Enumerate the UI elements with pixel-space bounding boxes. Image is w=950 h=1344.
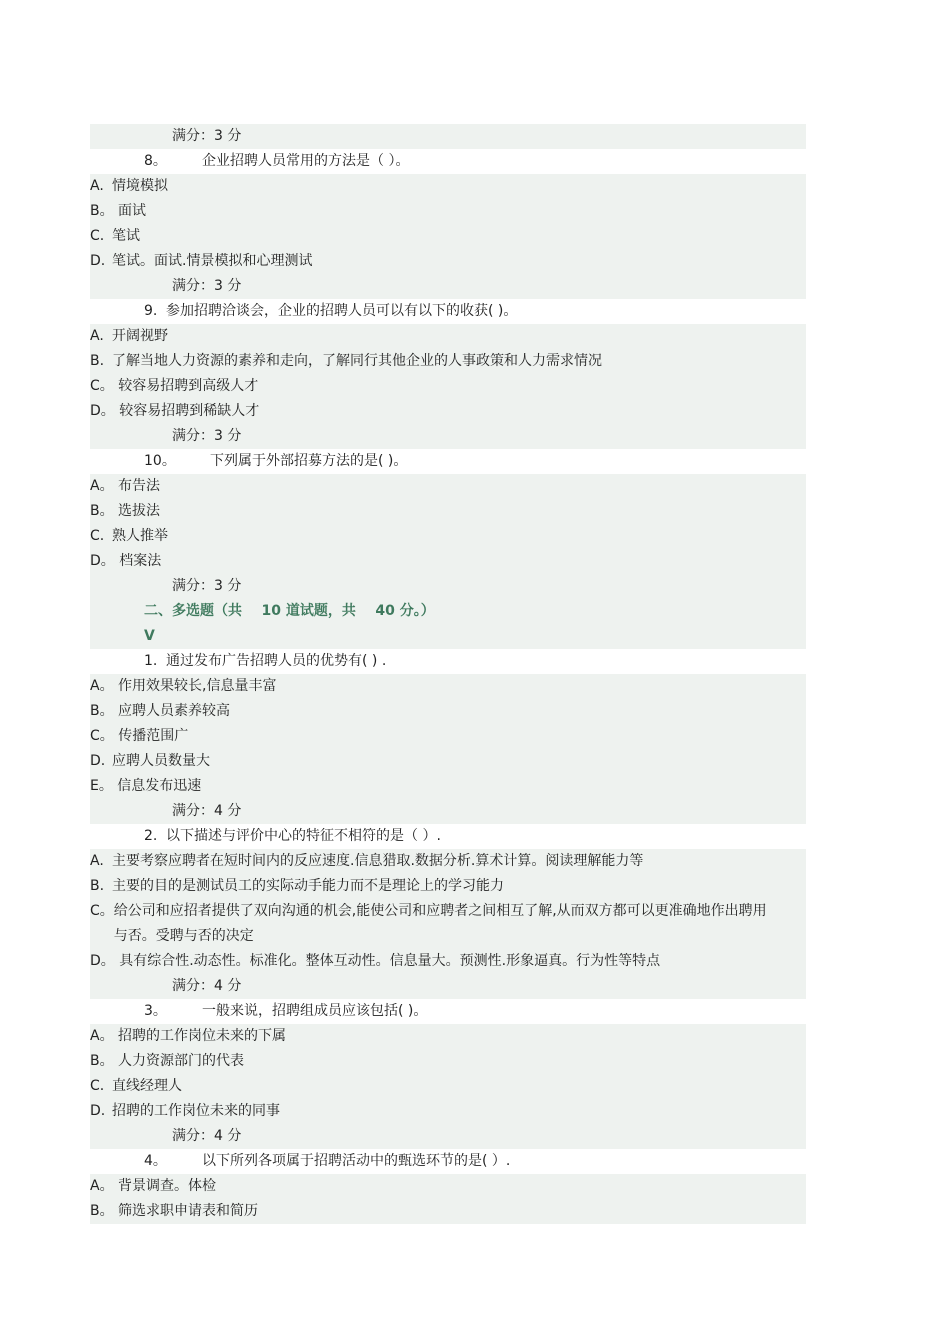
option-text: 开阔视野 <box>112 328 168 344</box>
option-letter: A. <box>90 328 104 344</box>
score-text: 满分：4 分 <box>172 803 242 819</box>
question-number: 10。 <box>144 453 176 469</box>
option-letter: B. <box>90 353 105 369</box>
option-letter: B。 <box>90 1203 114 1219</box>
option-letter: A。 <box>90 1178 114 1194</box>
document-page <box>90 124 806 1224</box>
answer-option <box>90 474 806 499</box>
option-text: 主要的目的是测试员工的实际动手能力而不是理论上的学习能力 <box>112 878 504 894</box>
score-text: 满分：3 分 <box>172 578 242 594</box>
option-text: 较容易招聘到稀缺人才 <box>114 403 260 419</box>
score-line <box>90 574 806 599</box>
answer-option <box>90 949 806 974</box>
option-text: 招聘的工作岗位未来的下属 <box>113 1028 287 1044</box>
answer-option <box>90 199 806 224</box>
score-line <box>90 974 806 999</box>
answer-option <box>90 324 806 349</box>
question-number: 8。 <box>144 153 167 169</box>
option-text: 笔试 <box>112 228 140 244</box>
question-text: 企业招聘人员常用的方法是（ ）。 <box>202 153 410 169</box>
option-letter: A。 <box>90 478 114 494</box>
question-line <box>90 149 806 174</box>
option-text: 背景调查。体检 <box>113 1178 217 1194</box>
option-letter: C。 <box>90 378 114 394</box>
answer-option <box>90 1074 806 1099</box>
option-letter: B。 <box>90 1053 114 1069</box>
question-text: 下列属于外部招募方法的是( )。 <box>210 453 408 469</box>
option-letter: B. <box>90 878 105 894</box>
question-line <box>90 1149 806 1174</box>
answer-option <box>90 674 806 699</box>
question-number: 1. <box>144 653 158 669</box>
score-text: 满分：3 分 <box>172 428 242 444</box>
answer-option <box>90 899 806 949</box>
section-marker <box>90 624 806 649</box>
option-text: 招聘的工作岗位未来的同事 <box>112 1103 280 1119</box>
option-text: 作用效果较长,信息量丰富 <box>113 678 277 694</box>
option-letter: E。 <box>90 778 113 794</box>
section-heading <box>90 599 806 624</box>
option-text: 传播范围广 <box>113 728 189 744</box>
score-line <box>90 124 806 149</box>
score-text: 满分：3 分 <box>172 278 242 294</box>
score-line <box>90 799 806 824</box>
option-letter: D。 <box>90 953 115 969</box>
option-text: 人力资源部门的代表 <box>113 1053 245 1069</box>
question-number: 9. <box>144 303 158 319</box>
question-text: 一般来说，招聘组成员应该包括( )。 <box>202 1003 428 1019</box>
question-line <box>90 449 806 474</box>
section-heading-text: 二、多选题（共 10 道试题，共 40 分。） <box>144 603 435 619</box>
question-number: 3。 <box>144 1003 167 1019</box>
option-text: 给公司和应招者提供了双向沟通的机会,能使公司和应聘者之间相互了解,从而双方都可以更准确地作出聘用与否。受聘与否的决定 <box>113 903 767 944</box>
option-letter: A。 <box>90 678 114 694</box>
question-line <box>90 299 806 324</box>
option-letter: D. <box>90 753 106 769</box>
option-text: 应聘人员素养较高 <box>113 703 231 719</box>
answer-option <box>90 1099 806 1124</box>
answer-option <box>90 1049 806 1074</box>
option-text: 了解当地人力资源的素养和走向，了解同行其他企业的人事政策和人力需求情况 <box>112 353 602 369</box>
option-text: 面试 <box>113 203 147 219</box>
option-text: 布告法 <box>113 478 161 494</box>
option-letter: D. <box>90 253 106 269</box>
answer-option <box>90 549 806 574</box>
answer-option <box>90 849 806 874</box>
option-text: 笔试。面试.情景模拟和心理测试 <box>112 253 313 269</box>
answer-option <box>90 224 806 249</box>
option-text: 应聘人员数量大 <box>112 753 210 769</box>
answer-option <box>90 524 806 549</box>
option-letter: D。 <box>90 403 115 419</box>
answer-option <box>90 174 806 199</box>
answer-option <box>90 374 806 399</box>
question-text: 以下描述与评价中心的特征不相符的是（ ）. <box>166 828 441 844</box>
answer-option <box>90 874 806 899</box>
answer-option <box>90 349 806 374</box>
option-letter: B。 <box>90 703 114 719</box>
answer-option <box>90 499 806 524</box>
answer-option <box>90 249 806 274</box>
option-text: 档案法 <box>114 553 162 569</box>
answer-option <box>90 724 806 749</box>
score-text: 满分：4 分 <box>172 978 242 994</box>
answer-option <box>90 749 806 774</box>
option-text: 筛选求职申请表和简历 <box>113 1203 259 1219</box>
question-number: 2. <box>144 828 158 844</box>
question-text: 参加招聘洽谈会，企业的招聘人员可以有以下的收获( )。 <box>166 303 518 319</box>
option-text: 信息发布迅速 <box>112 778 202 794</box>
answer-option <box>90 1024 806 1049</box>
option-letter: C. <box>90 1078 105 1094</box>
option-letter: A. <box>90 853 104 869</box>
option-letter: C。 <box>90 728 114 744</box>
question-line <box>90 999 806 1024</box>
score-line <box>90 274 806 299</box>
option-letter: B。 <box>90 203 114 219</box>
score-text: 满分：3 分 <box>172 128 242 144</box>
question-number: 4。 <box>144 1153 167 1169</box>
answer-option <box>90 399 806 424</box>
score-line <box>90 424 806 449</box>
answer-option <box>90 1199 806 1224</box>
score-text: 满分：4 分 <box>172 1128 242 1144</box>
option-letter: C. <box>90 528 105 544</box>
option-letter: C. <box>90 228 105 244</box>
score-line <box>90 1124 806 1149</box>
question-line <box>90 824 806 849</box>
answer-option <box>90 1174 806 1199</box>
answer-option <box>90 699 806 724</box>
option-letter: D. <box>90 1103 106 1119</box>
option-letter: D。 <box>90 553 115 569</box>
option-letter: A. <box>90 178 104 194</box>
option-text: 熟人推举 <box>112 528 168 544</box>
section-marker-text: V <box>144 628 155 644</box>
option-letter: B。 <box>90 503 114 519</box>
option-letter: A。 <box>90 1028 114 1044</box>
question-text: 通过发布广告招聘人员的优势有( ) . <box>166 653 387 669</box>
option-text: 主要考察应聘者在短时间内的反应速度.信息猎取.数据分析.算术计算。阅读理解能力等 <box>112 853 644 869</box>
question-text: 以下所列各项属于招聘活动中的甄选环节的是( ）. <box>202 1153 511 1169</box>
option-text: 情境模拟 <box>112 178 168 194</box>
option-text: 较容易招聘到高级人才 <box>113 378 259 394</box>
option-text: 具有综合性.动态性。标准化。整体互动性。信息量大。预测性.形象逼真。行为性等特点 <box>114 953 661 969</box>
option-text: 直线经理人 <box>112 1078 182 1094</box>
question-line <box>90 649 806 674</box>
option-text: 选拔法 <box>113 503 161 519</box>
answer-option <box>90 774 806 799</box>
option-letter: C。 <box>90 903 114 919</box>
